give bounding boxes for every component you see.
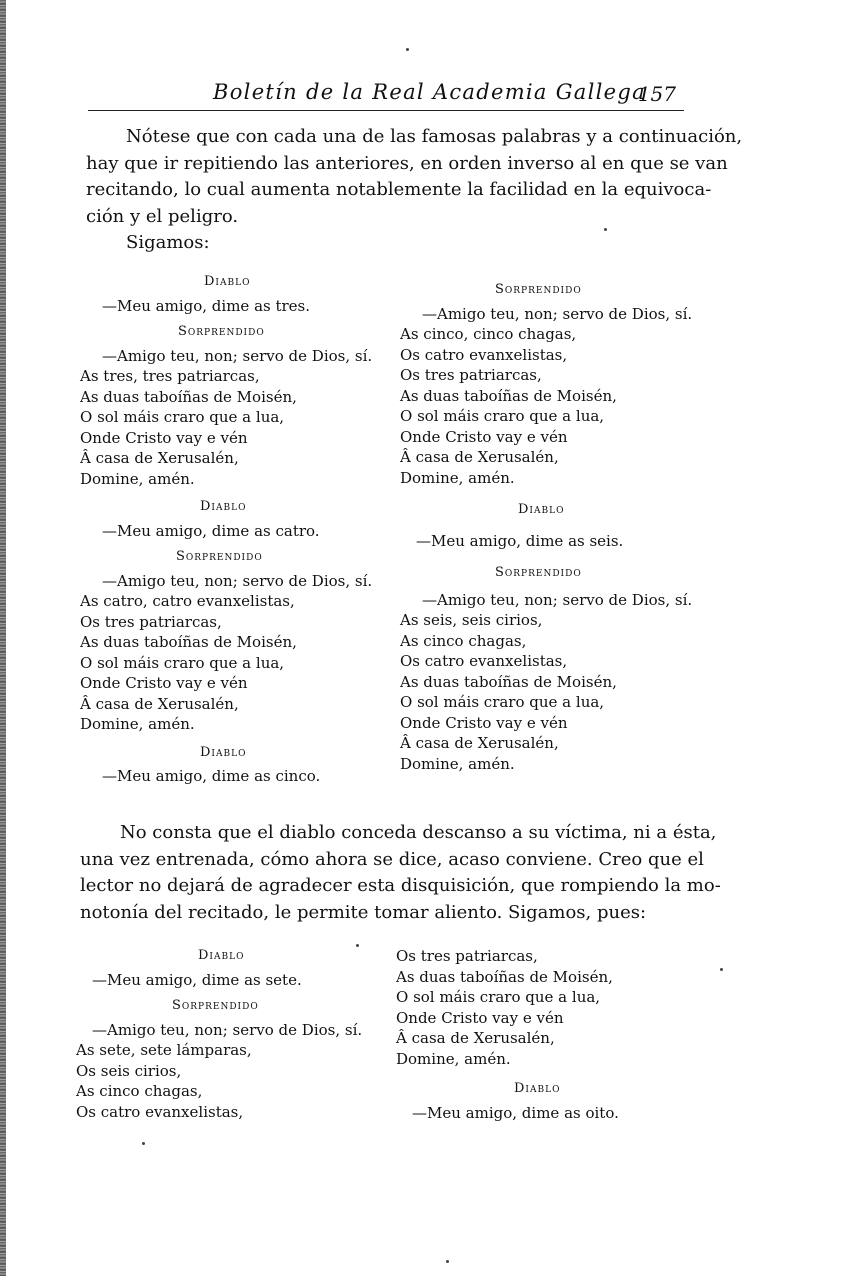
verse-line: O sol máis craro que a lua, xyxy=(400,693,605,711)
verse-line: Â casa de Xerusalén, xyxy=(400,448,559,466)
verse-column-right-2 xyxy=(396,946,706,1123)
verse-line: Domine, amén. xyxy=(396,1049,511,1068)
verse-line: As duas taboíñas de Moisén, xyxy=(400,386,617,405)
speaker-label: Sorprendido xyxy=(178,324,265,339)
print-speck xyxy=(356,944,359,947)
paragraph-line: una vez entrenada, cómo ahora se dice, acaso conviene. Creo que el xyxy=(80,848,704,870)
verse-line: O sol máis craro que a lua, xyxy=(80,408,285,426)
speaker-label: Sorprendido xyxy=(495,565,582,580)
verse-line: —Meu amigo, dime as oito. xyxy=(412,1103,619,1122)
print-speck xyxy=(446,1260,449,1263)
print-speck xyxy=(406,48,409,51)
verse-line: Domine, amén. xyxy=(400,754,515,773)
paragraph-line: recitando, lo cual aumenta notablemente la facilidad en la equivoca- xyxy=(86,179,712,200)
print-speck xyxy=(720,968,723,971)
speaker-label: Sorprendido xyxy=(495,282,582,297)
verse-line: As duas taboíñas de Moisén, xyxy=(396,967,613,986)
verse-line: As catro, catro evanxelistas, xyxy=(80,592,295,610)
verse-line: Domine, amén. xyxy=(400,468,515,487)
verse-line: Os tres patriarcas, xyxy=(400,366,542,384)
verse-line: Onde Cristo vay e vén xyxy=(396,1008,564,1027)
page-binding-edge xyxy=(0,0,6,1276)
verse-line: Os tres patriarcas, xyxy=(80,612,222,631)
verse-line: As cinco, cinco chagas, xyxy=(400,325,577,343)
print-speck xyxy=(604,228,607,231)
verse-line: Onde Cristo vay e vén xyxy=(80,674,248,692)
journal-title: Boletín de la Real Academia Gallega xyxy=(213,80,646,104)
verse-line: Domine, amén. xyxy=(80,469,195,488)
verse-line: As seis, seis cirios, xyxy=(400,611,543,629)
paragraph-line: No consta que el diablo conceda descanso a su víctima, ni a ésta, xyxy=(120,822,717,843)
verse-line: As tres, tres patriarcas, xyxy=(80,367,260,385)
paragraph-line: Nótese que con cada una de las famosas palabras y a continuación, xyxy=(126,126,743,147)
speaker-label: Diablo xyxy=(518,502,565,517)
verse-line: —Meu amigo, dime as tres. xyxy=(102,296,311,315)
verse-column-left-2 xyxy=(76,940,386,1122)
verse-line: Â casa de Xerusalén, xyxy=(400,734,559,752)
verse-line: —Meu amigo, dime as sete. xyxy=(92,970,302,989)
paragraph-line: Sigamos: xyxy=(126,232,210,253)
verse-line: As duas taboíñas de Moisén, xyxy=(80,633,297,651)
verse-line: —Amigo teu, non; servo de Dios, sí. xyxy=(422,590,693,609)
verse-line: Â casa de Xerusalén, xyxy=(80,449,239,467)
verse-line: Â casa de Xerusalén, xyxy=(80,694,239,713)
verse-line: Â casa de Xerusalén, xyxy=(396,1029,555,1047)
verse-line: Onde Cristo vay e vén xyxy=(80,428,248,447)
verse-line: As cinco chagas, xyxy=(400,631,527,650)
verse-line: Os catro evanxelistas, xyxy=(76,1102,244,1121)
verse-line: As sete, sete lámparas, xyxy=(76,1041,252,1059)
speaker-label: Diablo xyxy=(200,499,247,514)
verse-line: Os seis cirios, xyxy=(76,1061,182,1080)
paragraph-line: ción y el peligro. xyxy=(86,205,239,227)
verse-line: As duas taboíñas de Moisén, xyxy=(80,387,297,406)
paragraph-line: hay que ir repitiendo las anteriores, en orden inverso al en que se van xyxy=(86,152,728,174)
verse-line: O sol máis craro que a lua, xyxy=(400,407,605,425)
verse-line: Domine, amén. xyxy=(80,715,195,733)
speaker-label: Diablo xyxy=(204,274,251,289)
verse-column-left-1 xyxy=(80,266,390,787)
speaker-label: Diablo xyxy=(198,948,245,963)
verse-line: O sol máis craro que a lua, xyxy=(80,653,285,672)
verse-line: As cinco chagas, xyxy=(76,1082,203,1100)
verse-line: —Amigo teu, non; servo de Dios, sí. xyxy=(422,304,693,323)
running-header xyxy=(88,76,684,111)
interlude-paragraph xyxy=(80,820,721,926)
verse-line: O sol máis craro que a lua, xyxy=(396,988,601,1006)
print-speck xyxy=(142,1142,145,1145)
speaker-label: Diablo xyxy=(514,1081,561,1096)
page-number: 157 xyxy=(637,82,676,106)
verse-line: —Amigo teu, non; servo de Dios, sí. xyxy=(102,346,373,365)
speaker-label: Diablo xyxy=(200,744,247,760)
speaker-label: Sorprendido xyxy=(176,549,263,564)
verse-line: Os catro evanxelistas, xyxy=(400,652,568,670)
verse-line: As duas taboíñas de Moisén, xyxy=(400,672,617,691)
verse-line: Onde Cristo vay e vén xyxy=(400,427,568,446)
verse-line: Os tres patriarcas, xyxy=(396,947,538,965)
verse-line: —Meu amigo, dime as seis. xyxy=(416,531,624,550)
paragraph-line: lector no dejará de agradecer esta disquisición, que rompiendo la mo- xyxy=(80,875,721,896)
verse-line: Onde Cristo vay e vén xyxy=(400,713,568,732)
verse-line: —Meu amigo, dime as cinco. xyxy=(102,767,321,785)
verse-line: —Amigo teu, non; servo de Dios, sí. xyxy=(102,571,373,590)
verse-line: —Amigo teu, non; servo de Dios, sí. xyxy=(92,1020,363,1039)
speaker-label: Sorprendido xyxy=(172,998,259,1013)
verse-line: Os catro evanxelistas, xyxy=(400,345,568,364)
verse-line: —Meu amigo, dime as catro. xyxy=(102,521,320,540)
verse-column-right-1 xyxy=(400,274,710,774)
intro-paragraph xyxy=(86,124,743,257)
paragraph-line: notonía del recitado, le permite tomar aliento. Sigamos, pues: xyxy=(80,901,647,923)
